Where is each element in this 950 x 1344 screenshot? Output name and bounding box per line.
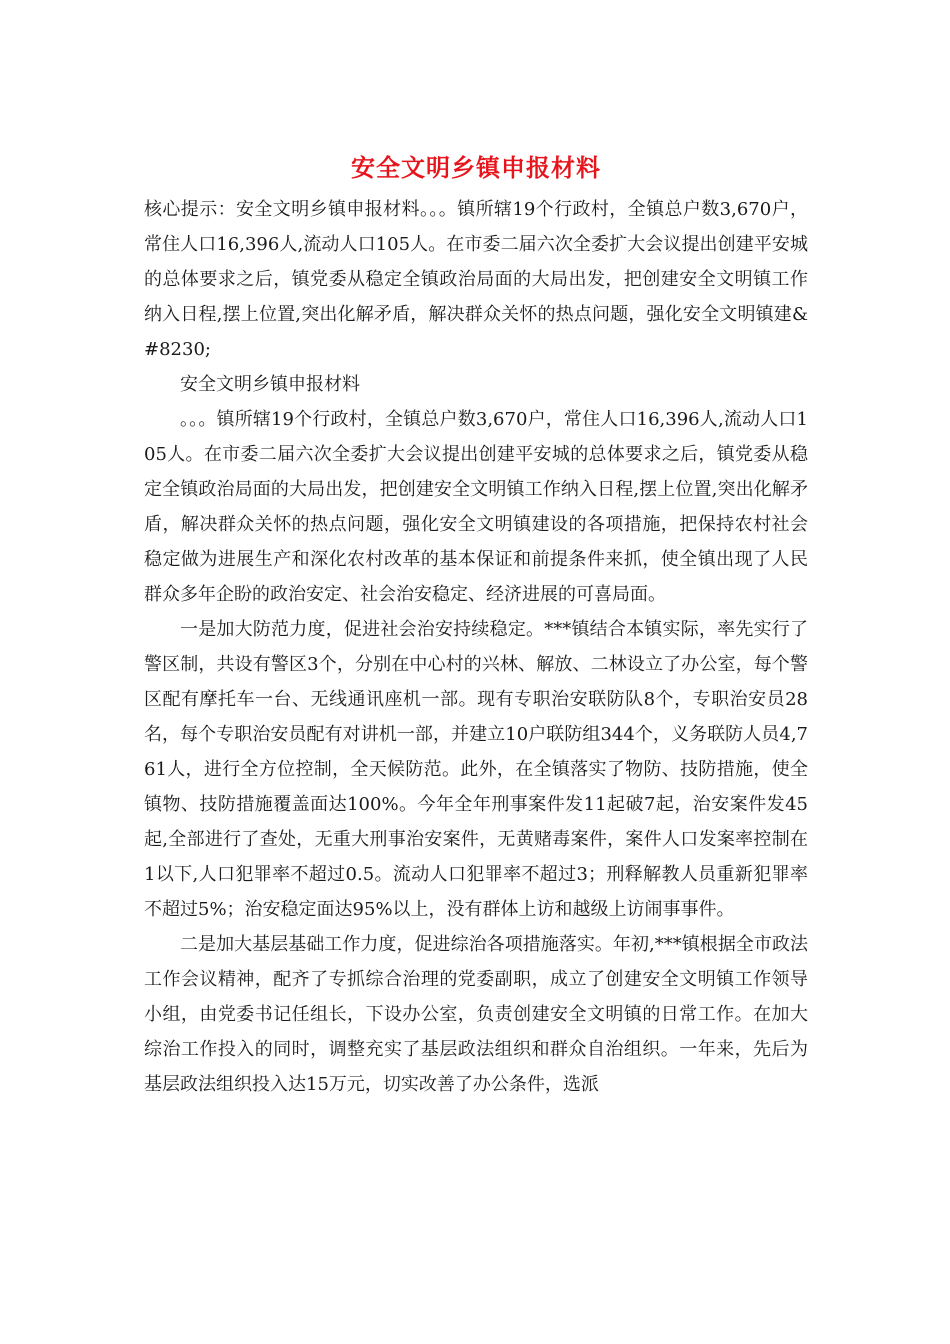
document-subtitle: 安全文明乡镇申报材料 <box>180 374 360 395</box>
document-page <box>144 150 808 1102</box>
document-title: 安全文明乡镇申报材料 <box>351 153 601 182</box>
body-paragraph-3: 二是加大基层基础工作力度，促进综治各项措施落实。年初,***镇根据全市政法工作会议精神，配齐了专抓综合治理的党委副职，成立了创建安全文明镇工作领导小组，由党委书记任组长，下设办公室，负责创建安全文明镇的日常工作。在加大综治工作投入的同时，调整充实了基层政法组织和群众自治组织。一年来，先后为基层政法组织投入达15万元，切实改善了办公条件，选派 <box>144 934 808 1095</box>
body-paragraph-2: 一是加大防范力度，促进社会治安持续稳定。***镇结合本镇实际，率先实行了警区制，共设有警区3个，分别在中心村的兴林、解放、二林设立了办公室，每个警区配有摩托车一台、无线通讯座机一部。现有专职治安联防队8个，专职治安员28名，每个专职治安员配有对讲机一部，并建立10户联防组344个，义务联防人员4,761人，进行全方位控制，全天候防范。此外，在全镇落实了物防、技防措施，使全镇物、技防措施覆盖面达100%。今年全年刑事案件发11起破7起，治安案件发45起,全部进行了查处，无重大刑事治安案件，无黄赌毒案件，案件人口发案率控制在1以下,人口犯罪率不超过0.5。流动人口犯罪率不超过3；刑释解教人员重新犯罪率不超过5%；治安稳定面达95%以上，没有群体上访和越级上访闹事事件。 <box>144 619 808 920</box>
body-paragraph-1: 。。。镇所辖19个行政村，全镇总户数3,670户，常住人口16,396人,流动人口105人。在市委二届六次全委扩大会议提出创建平安城的总体要求之后，镇党委从稳定全镇政治局面的大局出发，把创建安全文明镇工作纳入日程,摆上位置,突出化解矛盾，解决群众关怀的热点问题，强化安全文明镇建设的各项措施，把保持农村社会稳定做为进展生产和深化农村改革的基本保证和前提条件来抓，使全镇出现了人民群众多年企盼的政治安定、社会治安稳定、经济进展的可喜局面。 <box>144 409 808 605</box>
summary-paragraph: 核心提示：安全文明乡镇申报材料。。。镇所辖19个行政村，全镇总户数3,670户，常住人口16,396人,流动人口105人。在市委二届六次全委扩大会议提出创建平安城的总体要求之后，镇党委从稳定全镇政治局面的大局出发，把创建安全文明镇工作纳入日程,摆上位置,突出化解矛盾，解决群众关怀的热点问题，强化安全文明镇建&#8230; <box>144 199 808 360</box>
